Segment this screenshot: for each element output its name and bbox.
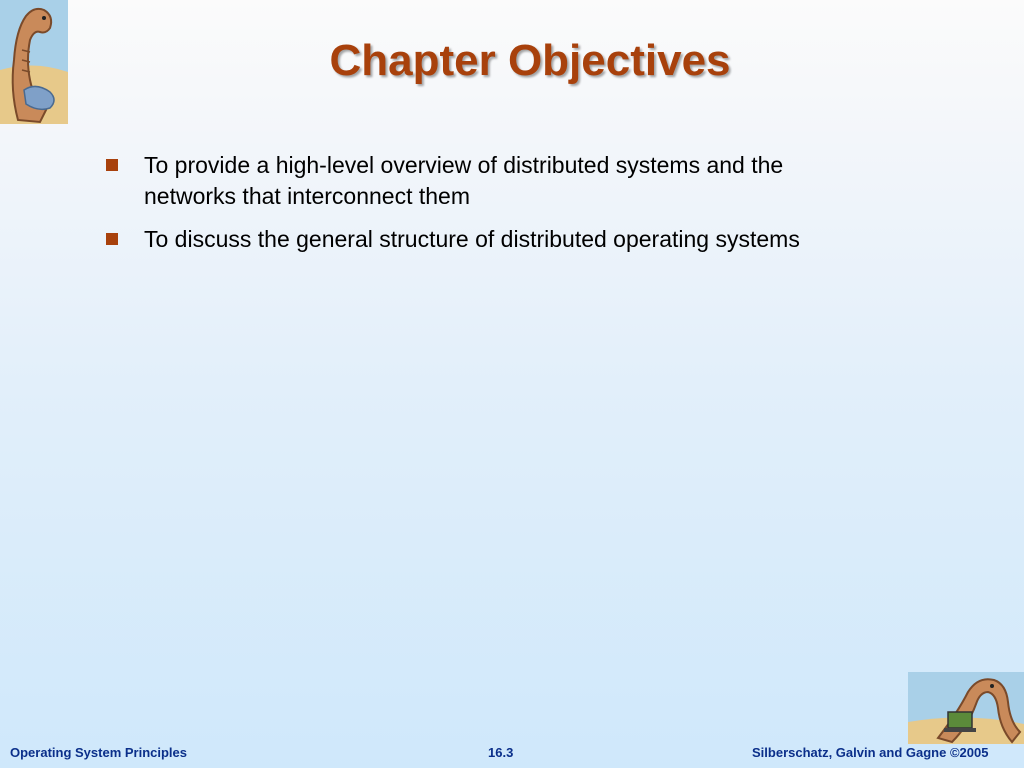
dinosaur-illustration-icon: [0, 0, 68, 124]
square-bullet-icon: [106, 159, 118, 171]
footer-course-name: Operating System Principles: [10, 745, 188, 760]
bullet-item: [104, 224, 824, 255]
slide-title: Chapter Objectives: [329, 36, 731, 85]
footer-slide-number: 16.3: [488, 745, 514, 760]
bullet-item: [104, 150, 824, 212]
bullet-list: [104, 150, 824, 267]
square-bullet-icon: [106, 233, 118, 245]
dinosaur-with-laptop-icon: [908, 672, 1024, 744]
bullet-text: To discuss the general structure of distributed operating systems: [144, 226, 800, 252]
bullet-text: To provide a high-level overview of distributed systems and the networks that interconnect them: [144, 152, 784, 209]
footer-copyright: Silberschatz, Galvin and Gagne ©2005: [752, 745, 989, 760]
